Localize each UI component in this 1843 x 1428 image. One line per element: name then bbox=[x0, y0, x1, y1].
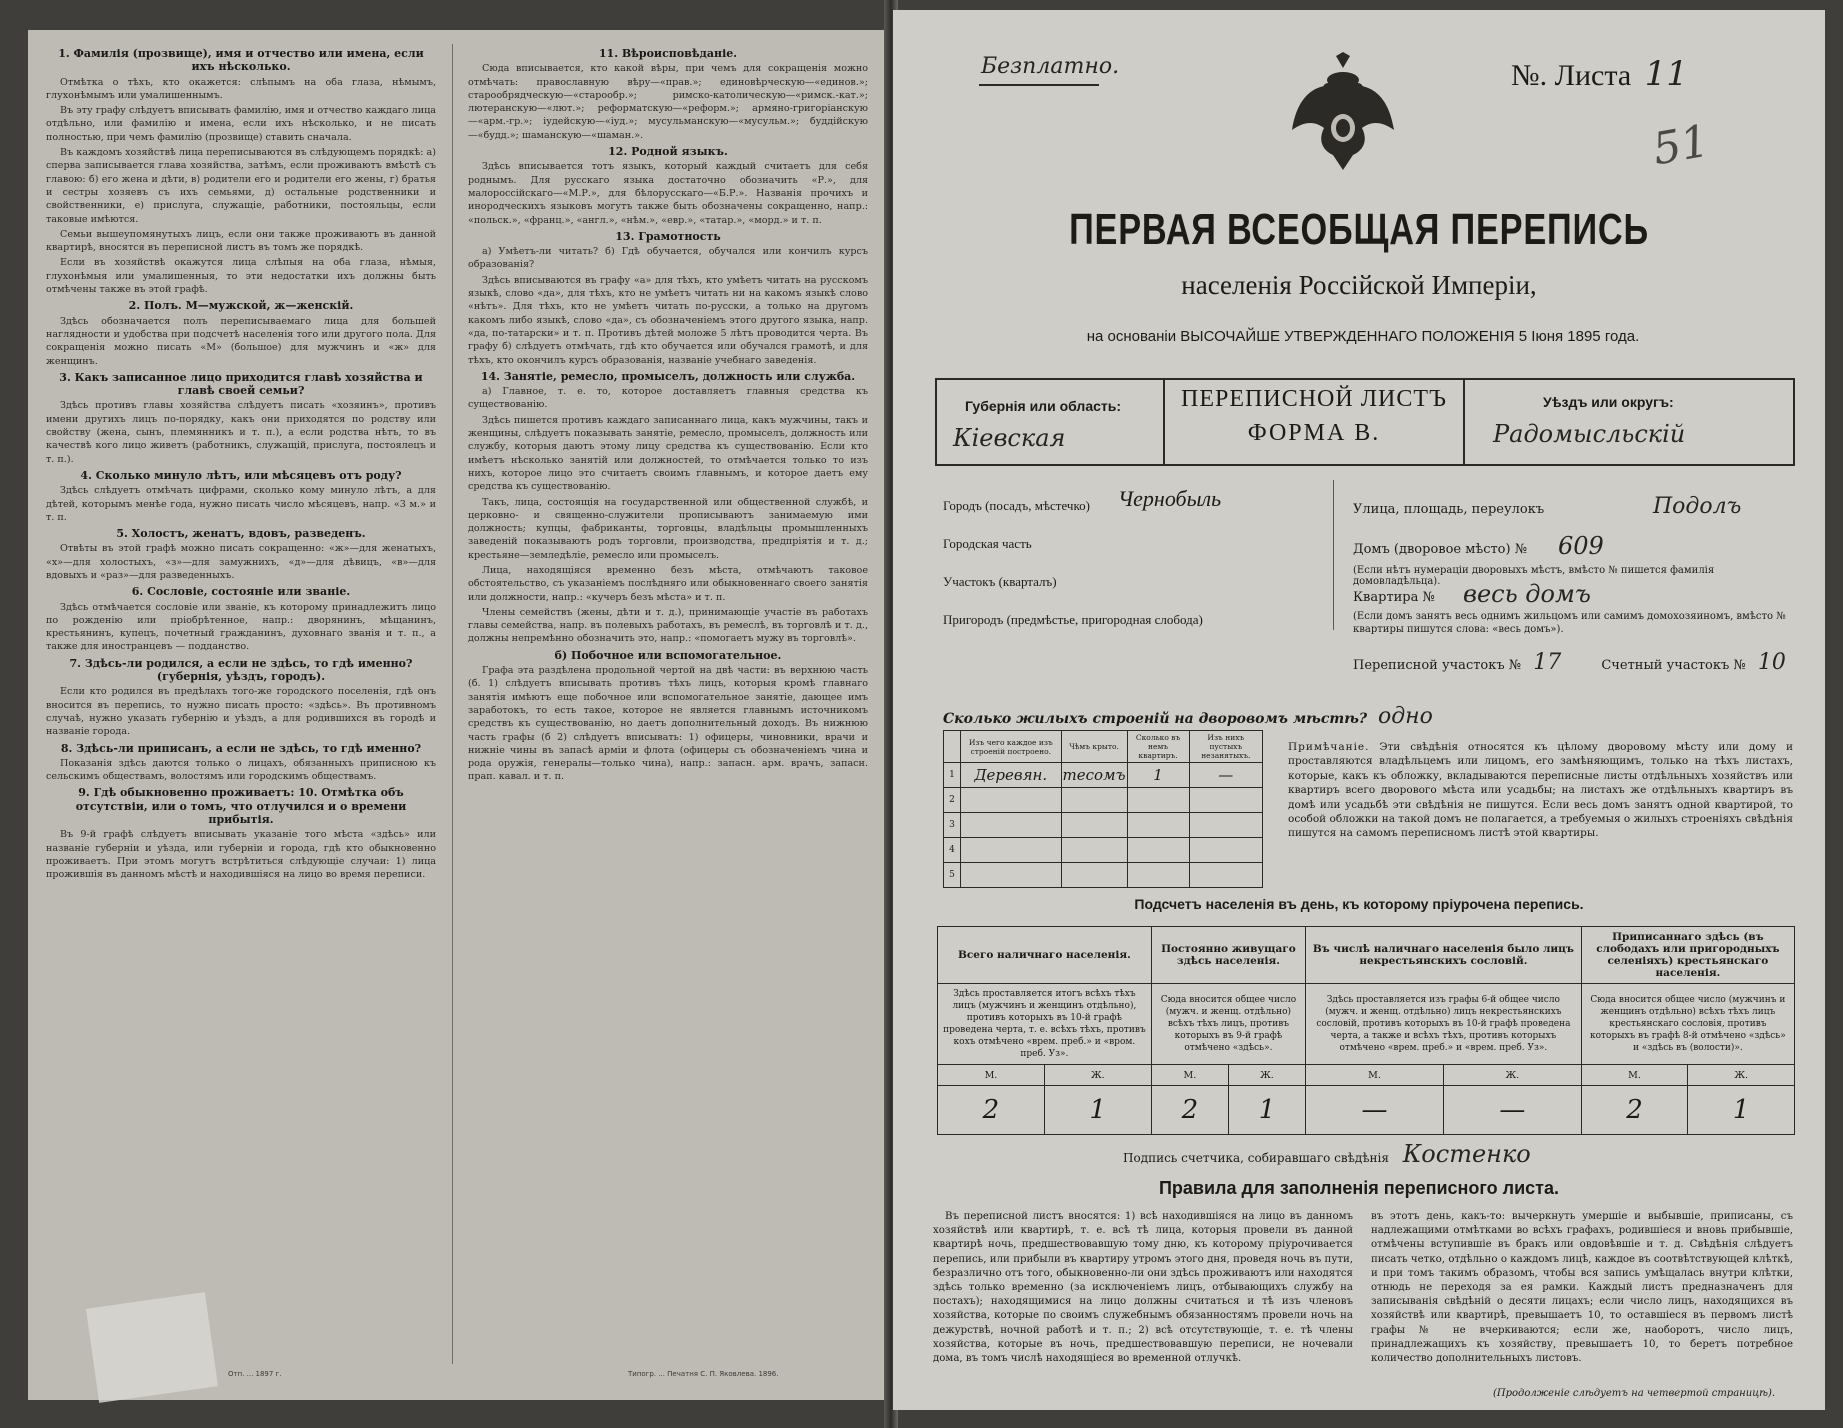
buildings-table bbox=[943, 730, 1263, 888]
apartment-label: Квартира № bbox=[1353, 590, 1435, 605]
buildings-cell bbox=[1189, 863, 1262, 888]
section-heading: 9. Гдѣ обыкновенно проживаетъ: 10. Отмѣтка объ отсутствіи, или о томъ, что отлучился и о времени прибытія. bbox=[75, 786, 407, 827]
rules-heading: Правила для заполненія переписного листа. bbox=[1158, 1178, 1560, 1198]
rules-column-1: Въ переписной листъ вносятся: 1) всѣ находившіяся на лицо въ данномъ хозяйствѣ или квартирѣ, т. е. всѣ тѣ лица, которыя провели въ данной квартирѣ ночь, предшествовавшую тому дню, къ которому пріурочивается перепись, или прибыли въ квартиру утромъ этого дня, проведя ночь въ пути, безразлично отъ того, обыкновенно-ли они здѣсь проживаютъ или находятся здѣсь только временно (за исключеніемъ лицъ, отбывающихъ службу на постахъ); находящимися на лицо должны считаться и тѣ изъ членовъ хозяйства, которые по своимъ служебнымъ обязанностямъ провели ночь на дежурствѣ, ночной работѣ и т. п.; 2) всѣ отсутствующіе, т. е. тѣ члены хозяйства, которые въ ночь, предшествовавшую переписи, не ночевали дома, въ томъ числѣ находящіеся во временной отлучкѣ. bbox=[933, 1211, 1353, 1365]
section-paragraph: Отмѣтка о тѣхъ, кто окажется: слѣпымъ на оба глаза, нѣмымъ, глухонѣмымъ или умалишеннымъ. bbox=[46, 76, 436, 101]
buildings-cell: Деревян. bbox=[961, 763, 1062, 788]
buildings-cell bbox=[961, 813, 1062, 838]
buildings-cell: 2 bbox=[944, 788, 961, 813]
section-paragraph: Показанія здѣсь даются только о лицахъ, обязанныхъ приписною къ сельскимъ обществамъ, волостямъ или городскимъ обществамъ. bbox=[46, 757, 436, 783]
section-paragraph: Сюда вписывается, кто какой вѣры, при чемъ для сокращенія можно отмѣчать: православную вѣру—«прав.»; единовѣрческую—«единов.»; старообрядческую—«старообр.»; римско-католическую—«римск.-кат.»; лютеранскую—«лют.»; реформатскую—«реформ.»; армяно-григоріанскую—«арм.-гр.»; іудейскую—«іуд.»; мусульманскую—«мусульм.»; буддійскую—«будд.»; шаманскую—«шаман.». bbox=[468, 63, 868, 141]
section-paragraph: а) Главное, т. е. то, которое доставляетъ главныя средства къ существованію. bbox=[468, 386, 868, 411]
buildings-row bbox=[944, 763, 1263, 788]
buildings-cell: — bbox=[1189, 763, 1262, 788]
gubernia-value: Кіевская bbox=[953, 424, 1066, 452]
buildings-row bbox=[944, 863, 1263, 888]
buildings-header: Изъ чего каждое изъ строеній построено. bbox=[961, 731, 1062, 763]
buildings-cell bbox=[1061, 813, 1127, 838]
address-field bbox=[943, 574, 1333, 612]
buildings-cell: 1 bbox=[944, 763, 961, 788]
buildings-cell: 3 bbox=[944, 813, 961, 838]
sheet-number-alt: 51 bbox=[1648, 115, 1714, 176]
left-footer-1: Отп. ... 1897 г. bbox=[228, 1370, 282, 1378]
census-subtitle: населенія Россійской Имперіи, bbox=[1181, 270, 1537, 300]
count-group-desc: Сюда вносится общее число (мужч. и женщ. отдѣльно) всѣхъ тѣхъ лицъ, противъ которыхъ въ 9-й графѣ отмѣчено «здѣсь». bbox=[1151, 984, 1305, 1065]
count-group-desc: Здѣсь проставляется изъ графы 6-й общее число (мужч. и женщ. отдѣльно) лицъ некрестьянскихъ сословій, противъ которыхъ въ 10-й графѣ проведена черта, а также и всѣхъ тѣхъ, противъ которыхъ отмѣчено «врем. преб.» и «врем. преб. Уз». bbox=[1306, 984, 1582, 1065]
section-paragraph: Графа эта раздѣлена продольной чертой на двѣ части: въ верхнюю часть (б. 1) слѣдуетъ вписывать противъ тѣхъ лицъ, которыя кромѣ главнаго занятія имѣютъ еще побочное или вспомогательное занятіе, дающее имъ заработокъ, то есть такое, которое не является главнымъ источникомъ средствъ къ существованію, но даетъ дополнительный доходъ. Въ нижнюю часть графы (б 2) слѣдуетъ вписывать: 1) офицеры, чиновники, врачи и нижніе чины въ запасѣ арміи и флота (офицеры съ обозначеніемъ чина и рода оружія, генералы—только чина), напр.: запасн. арм. врачъ, запасн. прап. кавал. и т. п. bbox=[468, 665, 868, 783]
count-f-value: 1 bbox=[1688, 1086, 1795, 1135]
section-heading: 1. Фамилія (прозвище), имя и отчество или имена, если ихъ нѣсколько. bbox=[58, 47, 424, 74]
sheet-label: №. Листа bbox=[1511, 59, 1632, 92]
section-heading: 4. Сколько минуло лѣтъ, или мѣсяцевъ отъ роду? bbox=[80, 468, 402, 482]
buildings-cell bbox=[1061, 838, 1127, 863]
section-paragraph: Члены семействъ (жены, дѣти и т. д.), принимающіе участіе въ работахъ главы семейства, напр. въ полевыхъ работахъ, въ ремеслѣ, въ торговлѣ и т. д., должны непремѣнно обозначить это, напр.: «помогаетъ мужу въ торговлѣ». bbox=[468, 606, 868, 645]
house-label: Домъ (дворовое мѣсто) № bbox=[1353, 542, 1528, 557]
buildings-header: Сколько въ немъ квартиръ. bbox=[1127, 731, 1189, 763]
buildings-row bbox=[944, 813, 1263, 838]
buildings-row bbox=[944, 788, 1263, 813]
buildings-cell bbox=[1189, 788, 1262, 813]
street-label: Улица, площадь, переулокъ bbox=[1353, 502, 1545, 517]
buildings-cell bbox=[1061, 863, 1127, 888]
census-basis: на основаніи ВЫСОЧАЙШЕ УТВЕРЖДЕННАГО ПОЛОЖЕНІЯ 5 Іюня 1895 года. bbox=[1086, 328, 1640, 345]
address-field bbox=[943, 486, 1333, 536]
section-heading: 11. Вѣроисповѣданіе. bbox=[598, 47, 738, 60]
census-district-value: 17 bbox=[1533, 650, 1562, 675]
section-heading: 6. Сословіе, состояніе или званіе. bbox=[131, 585, 351, 599]
count-f-value: 1 bbox=[1044, 1086, 1151, 1135]
district-fields bbox=[1353, 650, 1793, 675]
uezd-value: Радомысльскій bbox=[1493, 420, 1686, 448]
count-f-value: 1 bbox=[1228, 1086, 1305, 1135]
count-group-title: Въ числѣ наличнаго населенія было лицъ некрестьянскихъ сословій. bbox=[1306, 927, 1582, 984]
count-m-value: 2 bbox=[938, 1086, 1045, 1135]
address-field-label: Пригородъ (предмѣстье, пригородная слобода) bbox=[943, 612, 1203, 627]
section-paragraph: Въ эту графу слѣдуетъ вписывать фамилію, имя и отчество каждаго лица отдѣльно, или фамилію и имена, если ихъ нѣсколько, и не писать полностью, при чемъ фамилію (прозвище) ставить сначала. bbox=[46, 105, 436, 143]
house-note: (Если нѣтъ нумераціи дворовыхъ мѣстъ, вмѣсто № пишется фамилія домовладѣльца). bbox=[1353, 565, 1715, 587]
count-f-label: Ж. bbox=[1044, 1065, 1151, 1086]
form-title: ПЕРЕПИСНОЙ ЛИСТЪ bbox=[1181, 386, 1447, 412]
count-group-title: Всего наличнаго населенія. bbox=[938, 927, 1152, 984]
sheet-number: 11 bbox=[1644, 54, 1688, 94]
address-field-label: Городская часть bbox=[943, 536, 1032, 551]
buildings-cell bbox=[961, 788, 1062, 813]
count-m-label: М. bbox=[1151, 1065, 1228, 1086]
census-district-label: Переписной участокъ № bbox=[1353, 658, 1522, 673]
apartment-field bbox=[1353, 580, 1793, 608]
buildings-value: одно bbox=[1377, 704, 1433, 729]
census-title: ПЕРВАЯ ВСЕОБЩАЯ ПЕРЕПИСЬ bbox=[1069, 205, 1649, 254]
count-heading: Подсчетъ населенія въ день, къ которому пріурочена перепись. bbox=[1134, 896, 1584, 912]
buildings-cell bbox=[1127, 838, 1189, 863]
count-m-label: М. bbox=[938, 1065, 1045, 1086]
street-field bbox=[1353, 494, 1793, 519]
gubernia-label: Губернія или область: bbox=[965, 398, 1122, 414]
count-f-label: Ж. bbox=[1443, 1065, 1581, 1086]
section-paragraph: Здѣсь пишется противъ каждаго записаннаго лица, какъ мужчины, такъ и женщины, слѣдуетъ показывать занятіе, ремесло, промыселъ, должность или службу, которыя даютъ этому лицу средства къ существованію. Если кто имѣетъ нѣсколько занятій или должностей, то отмѣчается только то изъ нихъ, которое лицо это считаетъ своимъ главнымъ, и которое даетъ ему средства къ существованію. bbox=[468, 414, 868, 493]
count-district-label: Счетный участокъ № bbox=[1601, 658, 1746, 673]
count-m-label: М. bbox=[1306, 1065, 1444, 1086]
buildings-cell bbox=[1189, 813, 1262, 838]
buildings-cell bbox=[1061, 788, 1127, 813]
count-district-value: 10 bbox=[1757, 650, 1786, 675]
section-paragraph: Здѣсь вписывается тотъ языкъ, который каждый считаетъ для себя роднымъ. Для русскаго языка достаточно обозначить «Р.», для малороссійскаго—«М.Р.», для бѣлорусскаго—«Б.Р.». Названія прочихъ и инородческихъ языковъ могутъ также быть обозначены сокращенно, напр.: «польск.», «франц.», «англ.», «нѣм.», «евр.», «татар.», «морд.» и т. п. bbox=[468, 161, 868, 226]
address-field bbox=[943, 536, 1333, 574]
count-f-label: Ж. bbox=[1688, 1065, 1795, 1086]
count-group-title: Постоянно живущаго здѣсь населенія. bbox=[1151, 927, 1305, 984]
address-field bbox=[943, 612, 1333, 650]
buildings-cell: 5 bbox=[944, 863, 961, 888]
section-paragraph: Если въ хозяйствѣ окажутся лица слѣпыя на оба глаза, нѣмыя, глухонѣмыя или умалишенныя, то эти недостатки ихъ должны быть отмѣчены также въ этой графѣ. bbox=[46, 257, 436, 296]
count-m-label: М. bbox=[1581, 1065, 1688, 1086]
buildings-header: Изъ нихъ пустыхъ незанятыхъ. bbox=[1189, 731, 1262, 763]
signature-value: Костенко bbox=[1402, 1140, 1531, 1168]
uezd-label: Уѣздъ или округъ: bbox=[1543, 394, 1674, 410]
buildings-cell bbox=[1189, 838, 1262, 863]
count-group-desc: Здѣсь проставляется итогъ всѣхъ тѣхъ лицъ (мужчинъ и женщинъ отдѣльно), противъ которыхъ въ 10-й графѣ проведена черта, т. е. всѣхъ тѣхъ, противъ кохъ отмѣчено «врем. преб.» и «вром. преб. Уз». bbox=[938, 984, 1152, 1065]
buildings-cell: 1 bbox=[1127, 763, 1189, 788]
section-paragraph: Если кто родился въ предѣлахъ того-же городского поселенія, гдѣ онъ вносится въ перепись, то нужно писать просто: «здѣсь». Въ противномъ случаѣ, нужно указать губернію и уѣздъ, а для родившихся въ городѣ и названіе города. bbox=[46, 686, 436, 738]
census-form-page bbox=[893, 10, 1825, 1410]
signature-label: Подпись счетчика, собиравшаго свѣдѣнія bbox=[1123, 1151, 1389, 1165]
section-paragraph: Лица, находящіяся временно безъ мѣста, отмѣчаютъ таковое обстоятельство, съ указаніемъ послѣдняго или обыкновеннаго своего занятія или должности, напр.: «кучеръ безъ мѣста» и т. п. bbox=[468, 564, 868, 603]
buildings-cell bbox=[1127, 863, 1189, 888]
rules-column-2: въ этотъ день, какъ-то: вычеркнуть умершіе и выбывшіе, приписаны, съ надлежащими отмѣтками во всѣхъ графахъ, родившіеся и вновь прибывшіе, отмѣчены вступившіе въ бракъ или овдовѣвшіе и т. д. Свѣдѣнія слѣдуетъ писать четко, отдѣльно о каждомъ лицѣ, каждое въ соотвѣтствующей клѣткѣ, и при томъ такимъ образомъ, чтобы вся запись умѣщалась внутри клѣтки, отнюдь не переходя за ея рамки. Каждый листъ предназначенъ для записыванія свѣдѣній о десяти лицахъ; если число лицъ, находящихся въ хозяйствѣ или квартирѣ, превышаетъ 10, то оставшіеся въ первомъ листѣ графы № не вчеркиваются; если же, наоборотъ, число лицъ, принадлежащихъ къ хозяйству, превышаетъ 10, то беретъ потребное количество дополнительныхъ листовъ. bbox=[1371, 1211, 1793, 1365]
buildings-cell: 4 bbox=[944, 838, 961, 863]
note-block bbox=[1288, 740, 1793, 841]
section-heading: 12. Родной языкъ. bbox=[608, 145, 728, 159]
count-m-value: 2 bbox=[1581, 1086, 1688, 1135]
apartment-note: (Если домъ занятъ весь однимъ жильцомъ или самимъ домохозяиномъ, вмѣсто № квартиры пишутся слова: «весь домъ»). bbox=[1353, 611, 1786, 635]
section-paragraph: Здѣсь отмѣчается сословіе или званіе, къ которому принадлежитъ лицо по рожденію или пріобрѣтенное, напр.: дворянинъ, мѣщанинъ, крестьянинъ, купецъ, почетный гражданинъ, духовнаго званія и т. п., а также для иностранцевъ — подданство. bbox=[46, 601, 436, 653]
instructions-column-1 bbox=[46, 44, 436, 1364]
section-paragraph: Такъ, лица, состоящія на государственной или общественной службѣ, и церковно- и священно-служители прописываютъ занимаемую ими должность; купцы, фабриканты, торговцы, владѣльцы промышленныхъ заведеній показываютъ родъ торговли, производства, предпріятія и т. д.; крестьяне—земледѣліе, ремесло или промыселъ. bbox=[468, 496, 868, 561]
section-paragraph: Семьи вышеупомянутыхъ лицъ, если они также проживаютъ въ данной квартирѣ, вносятся въ переписной листъ въ томъ же порядкѣ. bbox=[46, 228, 436, 254]
rules-continue: (Продолженіе слѣдуетъ на четвертой страницѣ). bbox=[1493, 1388, 1776, 1399]
address-field-label: Участокъ (кварталъ) bbox=[943, 574, 1057, 589]
buildings-cell: тесомъ bbox=[1061, 763, 1127, 788]
count-group-title: Приписаннаго здѣсь (въ слободахъ или пригородныхъ селеніяхъ) крестьянскаго населенія. bbox=[1581, 927, 1794, 984]
section-paragraph: Въ 9-й графѣ слѣдуетъ вписывать указаніе того мѣста «здѣсь» или названіе губерніи и уѣзда, или губерніи и города, гдѣ кто обыкновенно проживаетъ. При этомъ могутъ встрѣтиться слѣдующіе случаи: 1) лица прожившія въ данномъ мѣстѣ и находившіяся на лицо во время переписи. bbox=[46, 829, 436, 881]
house-value: 609 bbox=[1558, 532, 1604, 560]
signature-field bbox=[1123, 1140, 1531, 1168]
note-text: Эти свѣдѣнія относятся къ цѣлому дворовому мѣсту или дому и проставляются владѣльцемъ или лицомъ, его замѣняющимъ, только на тѣхъ листахъ, которые, какъ къ обложку, вкладываются переписные листы отдѣльныхъ хозяйствъ или квартиръ всего дворового мѣста или усадьбы; на листахъ же отдѣльныхъ квартиръ въ домѣ или усадьбѣ эти свѣдѣнія не пишутся. Если весь домъ занятъ одной квартирой, то особой обложки на такой домъ не полагается, а требуемыя о жилыхъ строеніяхъ свѣдѣнія пишутся на самомъ переписномъ листѣ этой квартиры. bbox=[1288, 741, 1793, 840]
section-heading: 13. Грамотность bbox=[615, 229, 721, 243]
address-fields-left bbox=[943, 486, 1333, 650]
section-heading: 8. Здѣсь-ли приписанъ, а если не здѣсь, то гдѣ именно? bbox=[60, 741, 422, 755]
count-m-value: — bbox=[1306, 1086, 1444, 1135]
buildings-header bbox=[944, 731, 961, 763]
apartment-value: весь домъ bbox=[1463, 580, 1591, 608]
section-paragraph: Въ каждомъ хозяйствѣ лица переписываются въ слѣдующемъ порядкѣ: а) сперва записывается глава хозяйства, затѣмъ, если проживаютъ вмѣстѣ съ главою: б) его жена и дѣти, в) родители его и родители его жены, г) братья и сестры хозяевъ съ ихъ семьями, д) остальные родственники и свойственники, е) прислуга, служащіе, работники, постояльцы, если таковые имѣются. bbox=[46, 147, 436, 225]
house-field bbox=[1353, 532, 1793, 560]
section-paragraph: Здѣсь обозначается полъ переписываемаго лица для большей наглядности и удобства при подсчетѣ населенія того или другого пола. Для сокращенія можно писать «М» (большое) для мужчинъ и «ж» для женщинъ. bbox=[46, 315, 436, 367]
count-f-value: — bbox=[1443, 1086, 1581, 1135]
buildings-row bbox=[944, 838, 1263, 863]
section-heading: б) Побочное или вспомогательное. bbox=[554, 648, 782, 662]
folded-corner bbox=[86, 1292, 218, 1403]
section-heading: 5. Холостъ, женатъ, вдовъ, разведенъ. bbox=[116, 527, 366, 541]
buildings-header: Чѣмъ крыто. bbox=[1061, 731, 1127, 763]
section-paragraph: Здѣсь вписываются въ графу «а» для тѣхъ, кто умѣетъ читать на русскомъ языкѣ, слово «да», для тѣхъ, кто не умѣетъ читать ни на какомъ языкѣ слово «нѣтъ». Для тѣхъ, кто не умѣетъ читать по-русски, а только на другомъ какомъ либо языкѣ, слово «да», съ обозначеніемъ этого другого языка, напр. «да, по-татарски» и т. п. Противъ дѣтей моложе 5 лѣтъ проводится черта. Въ графу б) слѣдуетъ отмѣчать, гдѣ кто обучается или обучался грамотѣ, и для тѣхъ, кто окончилъ курсъ образованія, названіе учебнаго заведенія. bbox=[468, 274, 868, 366]
free-label: Безплатно. bbox=[981, 54, 1120, 79]
buildings-cell bbox=[961, 863, 1062, 888]
street-value: Подолъ bbox=[1653, 494, 1742, 519]
population-count-table bbox=[937, 926, 1795, 1135]
buildings-cell bbox=[1127, 788, 1189, 813]
section-paragraph: Здѣсь слѣдуетъ отмѣчать цифрами, сколько кому минуло лѣтъ, а для дѣтей, которымъ менѣе года, нужно писать число мѣсяцевъ, напр. «3 м.» и т. п. bbox=[46, 485, 436, 523]
count-group-desc: Сюда вносится общее число (мужчинъ и женщинъ отдѣльно) всѣхъ тѣхъ лицъ крестьянскаго сословія, противъ которыхъ въ графѣ 8-й отмѣчено «здѣсь» и «здѣсь въ (волости)». bbox=[1581, 984, 1794, 1065]
left-footer-2: Типогр. ... Печатня С. П. Яковлева. 1896. bbox=[628, 1370, 779, 1378]
left-page bbox=[28, 30, 888, 1400]
section-heading: 7. Здѣсь-ли родился, а если не здѣсь, то гдѣ именно? (губернія, уѣздъ, городъ). bbox=[69, 656, 413, 684]
note-label: Примѣчаніе. bbox=[1288, 741, 1370, 753]
section-heading: 3. Какъ записанное лицо приходится главѣ хозяйства и главѣ своей семьи? bbox=[59, 370, 423, 398]
section-paragraph: а) Умѣетъ-ли читать? б) Гдѣ обучается, обучался или кончилъ курсъ образованія? bbox=[468, 246, 868, 271]
buildings-label: Сколько жилыхъ строеній на дворовомъ мѣстѣ? bbox=[943, 711, 1368, 727]
instructions-column-2 bbox=[468, 44, 868, 1364]
buildings-cell bbox=[1127, 813, 1189, 838]
section-heading: 14. Занятіе, ремесло, промыселъ, должность или служба. bbox=[480, 369, 856, 383]
imperial-eagle-icon bbox=[1288, 50, 1398, 180]
address-field-label: Городъ (посадъ, мѣстечко) bbox=[943, 498, 1090, 513]
buildings-cell bbox=[961, 838, 1062, 863]
form-subtitle: ФОРМА В. bbox=[1247, 420, 1381, 446]
count-f-label: Ж. bbox=[1228, 1065, 1305, 1086]
section-paragraph: Здѣсь противъ главы хозяйства слѣдуетъ писать «хозяинъ», противъ имени другихъ лицъ по-порядку, какъ они приходятся по родству или свойству (жена, сынъ, племянникъ и т. п.), а если родства нѣтъ, то въ качествѣ кого лицо живетъ (работникъ, служащій, прислуга, постоялецъ и т. п.). bbox=[46, 400, 436, 465]
address-field-value: Чернобыль bbox=[1118, 486, 1222, 511]
section-paragraph: Отвѣты въ этой графѣ можно писать сокращенно: «ж»—для женатыхъ, «х»—для холостыхъ, «з»—для замужнихъ, «д»—для дѣвицъ, «в»—для вдовыхъ и «раз»—для разведенныхъ. bbox=[46, 543, 436, 581]
section-heading: 2. Полъ. М—мужской, ж—женскій. bbox=[128, 299, 354, 313]
count-m-value: 2 bbox=[1151, 1086, 1228, 1135]
buildings-field bbox=[943, 704, 1433, 729]
sheet-number-label bbox=[1511, 54, 1688, 94]
